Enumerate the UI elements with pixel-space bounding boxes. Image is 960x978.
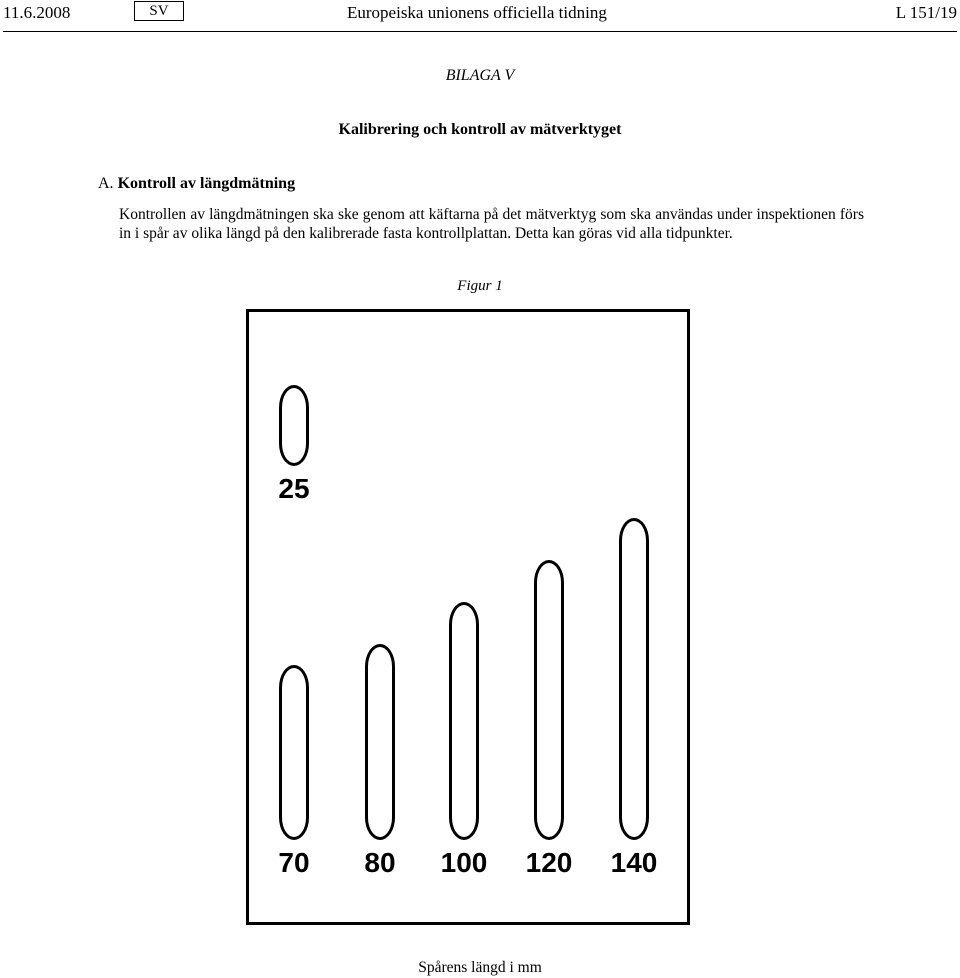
section-number: A. (98, 175, 114, 192)
figure-caption: Spårens längd i mm (418, 959, 542, 976)
slot-label-25: 25 (278, 473, 310, 504)
slot-label-120: 120 (525, 847, 573, 878)
slot-25mm (279, 385, 309, 466)
header-date: 11.6.2008 (3, 3, 71, 22)
section-heading (98, 174, 295, 194)
slot-label-100: 100 (440, 847, 488, 878)
slot-label-70: 70 (278, 847, 310, 878)
slot-140mm (619, 518, 649, 840)
slot-100mm (449, 602, 479, 840)
section-heading-text: Kontroll av längdmätning (117, 175, 296, 192)
slot-label-140: 140 (610, 847, 658, 878)
journal-title: Europeiska unionens officiella tidning (347, 3, 607, 22)
slot-70mm (279, 665, 309, 840)
annex-label: BILAGA V (445, 67, 515, 84)
body-paragraph: Kontrollen av längdmätningen ska ske genom att käftarna på det mätverktyg som ska användas under inspektionen förs in i spår av olika längd på den kalibrerade fasta kontrollplattan. Detta kan göras vid alla tidpunkter. (119, 206, 864, 242)
slot-label-80: 80 (364, 847, 396, 878)
figure-label: Figur 1 (457, 278, 503, 294)
page-number: L 151/19 (895, 3, 957, 22)
slot-120mm (534, 560, 564, 840)
calibration-plate (246, 309, 690, 925)
slot-80mm (365, 644, 395, 840)
language-badge: SV (134, 1, 184, 21)
header-rule (3, 31, 957, 32)
document-title: Kalibrering och kontroll av mätverktyget (338, 121, 622, 138)
